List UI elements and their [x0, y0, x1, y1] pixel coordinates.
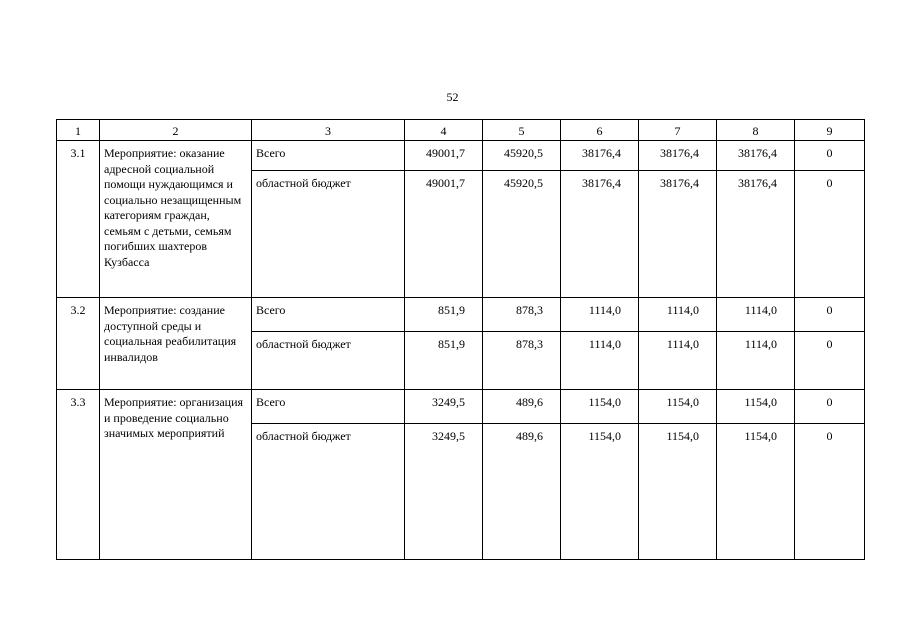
value-cell: 1154,0 — [639, 424, 717, 560]
table-row — [57, 390, 865, 424]
value-cell: 878,3 — [483, 298, 561, 332]
value-cell: 0 — [795, 424, 865, 560]
value-cell: 851,9 — [405, 332, 483, 390]
value-cell: 38176,4 — [717, 141, 795, 171]
funding-source: областной бюджет — [252, 171, 405, 298]
value-cell: 38176,4 — [717, 171, 795, 298]
header-cell: 4 — [405, 120, 483, 141]
value-cell: 0 — [795, 141, 865, 171]
value-cell: 1114,0 — [717, 298, 795, 332]
activity-name: Мероприятие: оказание адресной социальной помощи нуждающимся и социально незащищенным категориям граждан, семьям с детьми, семьям погибших шахтеров Кузбасса — [100, 141, 252, 298]
value-cell: 38176,4 — [561, 171, 639, 298]
value-cell: 1154,0 — [561, 390, 639, 424]
row-number: 3.1 — [57, 141, 100, 298]
value-cell: 1154,0 — [717, 390, 795, 424]
value-cell: 0 — [795, 332, 865, 390]
value-cell: 878,3 — [483, 332, 561, 390]
value-cell: 489,6 — [483, 390, 561, 424]
value-cell: 1154,0 — [561, 424, 639, 560]
header-cell: 1 — [57, 120, 100, 141]
page-number: 52 — [446, 90, 459, 104]
value-cell: 3249,5 — [405, 424, 483, 560]
activity-name: Мероприятие: создание доступной среды и социальная реабилитация инвалидов — [100, 298, 252, 390]
value-cell: 0 — [795, 171, 865, 298]
row-number: 3.3 — [57, 390, 100, 560]
header-cell: 8 — [717, 120, 795, 141]
value-cell: 489,6 — [483, 424, 561, 560]
value-cell: 851,9 — [405, 298, 483, 332]
value-cell: 1114,0 — [639, 298, 717, 332]
value-cell: 38176,4 — [561, 141, 639, 171]
value-cell: 1114,0 — [561, 332, 639, 390]
value-cell: 1154,0 — [717, 424, 795, 560]
header-cell: 7 — [639, 120, 717, 141]
funding-source: Всего — [252, 141, 405, 171]
value-cell: 38176,4 — [639, 171, 717, 298]
value-cell: 3249,5 — [405, 390, 483, 424]
funding-source: областной бюджет — [252, 424, 405, 560]
funding-source: Всего — [252, 390, 405, 424]
activity-name: Мероприятие: организация и проведение социально значимых мероприятий — [100, 390, 252, 560]
header-cell: 2 — [100, 120, 252, 141]
value-cell: 49001,7 — [405, 141, 483, 171]
value-cell: 1154,0 — [639, 390, 717, 424]
funding-source: Всего — [252, 298, 405, 332]
header-cell: 6 — [561, 120, 639, 141]
table-row — [57, 298, 865, 332]
budget-table — [56, 119, 865, 560]
value-cell: 1114,0 — [561, 298, 639, 332]
header-cell: 9 — [795, 120, 865, 141]
value-cell: 45920,5 — [483, 171, 561, 298]
value-cell: 0 — [795, 390, 865, 424]
value-cell: 45920,5 — [483, 141, 561, 171]
funding-source: областной бюджет — [252, 332, 405, 390]
header-cell: 3 — [252, 120, 405, 141]
value-cell: 49001,7 — [405, 171, 483, 298]
value-cell: 38176,4 — [639, 141, 717, 171]
row-number: 3.2 — [57, 298, 100, 390]
value-cell: 1114,0 — [717, 332, 795, 390]
value-cell: 1114,0 — [639, 332, 717, 390]
header-cell: 5 — [483, 120, 561, 141]
table-row — [57, 141, 865, 171]
value-cell: 0 — [795, 298, 865, 332]
table-header-row — [57, 120, 865, 141]
